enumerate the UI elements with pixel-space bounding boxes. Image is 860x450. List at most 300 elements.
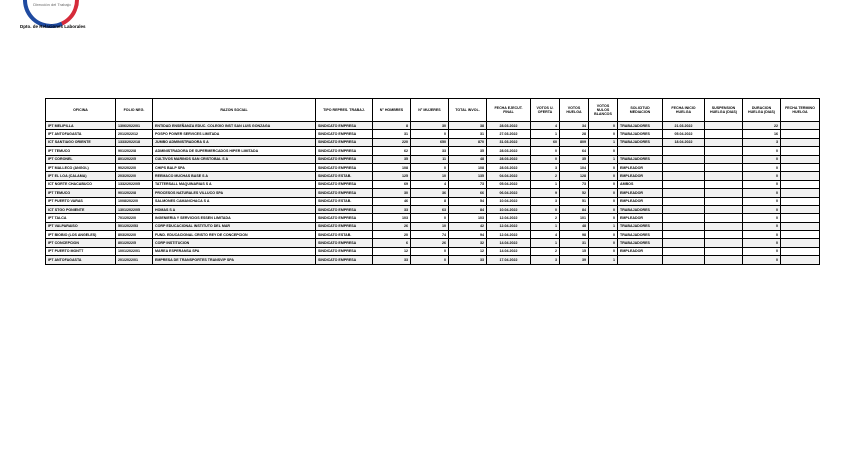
table-cell: 31.03.2022 [487,138,531,146]
table-cell: SINDICATO EMPRESA [316,189,373,197]
table-cell: 05.04.2022 [487,180,531,188]
table-cell: 74 [411,231,449,239]
table-cell: EMPLEADOR [618,197,663,205]
table-cell [663,256,705,264]
column-header: N° MUJERES [411,99,449,122]
table-cell: 2 [531,247,560,255]
table-cell: 0 [589,130,618,138]
table-cell: 73 [560,180,589,188]
table-cell: 31 [373,130,411,138]
table-cell: 17.04.2022 [487,256,531,264]
column-header: FECHA INICIO HUELGA [663,99,705,122]
table-cell: 0 [589,231,618,239]
table-cell: 06.04.2022 [487,189,531,197]
table-cell: 2 [531,214,560,222]
table-cell: 46 [373,197,411,205]
table-cell: MAREA ESPERANSA SPA [153,247,316,255]
table-cell: 1306/2022/01 [116,122,153,130]
table-cell: 48 [449,155,487,163]
table-cell: 0 [589,163,618,171]
column-header: N° HOMBRES [373,99,411,122]
table-cell: 1 [531,130,560,138]
table-cell: HOMAS S A [153,205,316,213]
table-cell: 0 [743,222,781,230]
table-row [46,138,820,146]
table-cell [705,189,743,197]
table-cell: 98 [560,231,589,239]
table-cell: 94 [449,231,487,239]
table-cell [705,222,743,230]
table-cell: 8 [373,122,411,130]
table-cell [781,256,820,264]
table-row [46,155,820,163]
table-cell [663,231,705,239]
table-cell: 52 [560,189,589,197]
table-cell: 0 [589,197,618,205]
table-cell: 1008/2022/0 [116,197,153,205]
table-cell: 0 [743,239,781,247]
table-cell: 0 [589,147,618,155]
table-cell: 73 [449,180,487,188]
table-cell: 870 [449,138,487,146]
table-cell [781,155,820,163]
table-cell: 21.03.2022 [663,122,705,130]
table-cell [663,247,705,255]
table-cell [781,122,820,130]
table-row [46,239,820,247]
table-cell: 901/2022/8 [116,147,153,155]
table-cell: 10 [411,222,449,230]
table-cell: TATTERSALL MAQUINARIAS S A [153,180,316,188]
column-header: VOTOS NULOS BLANCOS [589,99,618,122]
table-cell: 10 [411,172,449,180]
table-cell: 108 [373,163,411,171]
table-cell: 0 [743,155,781,163]
table-cell [663,214,705,222]
table-cell: 0 [743,231,781,239]
table-cell [705,122,743,130]
table-cell: CHIPS BALP SPA [153,163,316,171]
table-cell: 4 [531,122,560,130]
table-cell: 0 [743,214,781,222]
table-cell: REEMACO MUCHAS BASE S A [153,172,316,180]
table-cell: 220 [373,138,411,146]
table-cell: 26 [373,222,411,230]
table-cell: SALMONES CAMANCHACA S A [153,197,316,205]
table-cell [705,239,743,247]
table-cell: 0 [589,122,618,130]
table-cell: 10.04.2022 [487,197,531,205]
table-cell: SINDICATO EMPRESA [316,214,373,222]
table-cell: 0 [531,155,560,163]
table-row [46,189,820,197]
table-cell: 1 [589,222,618,230]
table-cell: 803/2022/0 [116,231,153,239]
table-cell [705,147,743,155]
table-cell: 39 [560,256,589,264]
table-cell: 10.04.2022 [487,205,531,213]
table-cell: TRABAJADORES [618,138,663,146]
table-cell: 48 [560,222,589,230]
table-cell [705,205,743,213]
table-cell: 12.04.2022 [487,222,531,230]
table-cell [663,172,705,180]
table-cell: 0 [743,197,781,205]
table-row [46,222,820,230]
table-cell: SINDICATO EMPRESA [316,239,373,247]
table-cell: 3 [531,256,560,264]
column-header: TIPO REPRES. TRABAJ. [316,99,373,122]
table-cell: 12.04.2022 [487,214,531,222]
table-cell: 0 [531,147,560,155]
table-cell [663,239,705,247]
table-cell: IPT ANTOFAGASTA [46,130,116,138]
table-cell: POSPO POWER SERVICES LIMITADA [153,130,316,138]
table-cell [781,180,820,188]
table-cell: 0 [743,247,781,255]
table-cell [705,256,743,264]
table-cell: 4 [531,231,560,239]
table-cell: 103 [373,214,411,222]
table-cell: 1 [531,222,560,230]
table-cell: IPT PUERTO MONTT [46,247,116,255]
table-cell [705,180,743,188]
table-cell: 0 [743,180,781,188]
table-cell: INGENIERIA Y SERVICIOS ESSEN LIMITADA [153,214,316,222]
table-cell: 0 [743,205,781,213]
table-cell: 63 [411,205,449,213]
table-cell [705,163,743,171]
table-cell: 33 [449,256,487,264]
column-header: SUSPENSION HUELGA (DIAS) [705,99,743,122]
table-cell: 69 [373,180,411,188]
table-cell: 26 [411,239,449,247]
table-cell: 1 [589,155,618,163]
table-cell: ENTIDAD ENSEÑANZA EDUC. COLEGIO INST SAN LUIS GONZAGA [153,122,316,130]
table-cell: EMPLEADOR [618,189,663,197]
table-cell: IPT ANTOFAGASTA [46,256,116,264]
table-cell [781,163,820,171]
table-row [46,122,820,130]
table-cell: 108 [449,163,487,171]
column-header: OFICINA [46,99,116,122]
table-cell [781,197,820,205]
table-cell: EMPLEADOR [618,214,663,222]
table-cell: IPT MALLECO (ANGOL) [46,163,116,171]
table-cell: 0 [411,214,449,222]
table-cell: 28.03.2022 [487,122,531,130]
table-row [46,172,820,180]
table-cell: 84 [560,205,589,213]
table-cell: IPT VALPARAISO [46,222,116,230]
table-cell: 0 [743,147,781,155]
table-row [46,231,820,239]
table-cell: SINDICATO EMPRESA [316,247,373,255]
table-cell: 801/2022/5 [116,239,153,247]
table-cell: SINDICATO ESTAB. [316,197,373,205]
table-cell: CULTIVOS MARINOS SAN CRISTOBAL S A [153,155,316,163]
table-cell: TRABAJADORES [618,122,663,130]
table-cell [663,197,705,205]
table-cell: 1301/2022/05 [116,205,153,213]
table-cell [705,231,743,239]
table-cell: 12 [449,247,487,255]
table-cell: 0 [411,163,449,171]
table-cell: 38 [449,122,487,130]
table-cell: 902/2022/0 [116,163,153,171]
table-cell: IPT TEMUCO [46,147,116,155]
table-cell: 1 [589,138,618,146]
table-cell: SINDICATO EMPRESA [316,180,373,188]
column-header: SOLICITUD MEDIACION [618,99,663,122]
column-header: FECHA EJECUT. FINAL [487,99,531,122]
table-cell: CORP EDUCACIONAL INSTITUTO DEL MAR [153,222,316,230]
table-cell: ICT STGO PONIENTE [46,205,116,213]
table-cell: TRABAJADORES [618,155,663,163]
table-cell: ICT NORTE CHACABUCO [46,180,116,188]
table-cell [705,172,743,180]
table-cell: 42 [449,222,487,230]
column-header: FECHA TERMINO HUELGA [781,99,820,122]
table-cell: 203/2022/0 [116,172,153,180]
column-header: TOTAL INVOL. [449,99,487,122]
table-row [46,214,820,222]
table-cell: 0 [589,214,618,222]
table-cell: SINDICATO EMPRESA [316,222,373,230]
table-cell [663,205,705,213]
table-cell: SINDICATO ESTAB. [316,172,373,180]
table-cell [663,222,705,230]
table-cell: IPT EL LOA (CALAMA) [46,172,116,180]
table-cell: 650 [411,138,449,146]
table-cell: 0 [411,130,449,138]
table-cell: 1 [531,180,560,188]
table-cell: 0 [743,163,781,171]
table-cell: 1001/2022/01 [116,247,153,255]
table-cell: IPT PUERTO VARAS [46,197,116,205]
table-cell: 201/2022/01 [116,256,153,264]
table-cell: 04.04.2022 [487,172,531,180]
table-cell: 12.04.2022 [487,231,531,239]
table-row [46,205,820,213]
table-cell: 701/2022/0 [116,214,153,222]
table-cell: 12 [373,247,411,255]
table-cell: 32 [449,239,487,247]
table-row [46,180,820,188]
table-cell: 16 [743,130,781,138]
table-cell: SINDICATO EMPRESA [316,205,373,213]
table-cell [705,247,743,255]
table-cell: FUND. EDUCACIONAL CRISTO REY DE CONCEPCION [153,231,316,239]
table-cell [705,214,743,222]
table-cell: TRABAJADORES [618,239,663,247]
logo-text: Dirección del Trabajo [33,2,71,7]
table-cell: 11 [411,155,449,163]
table-row [46,130,820,138]
table-row [46,256,820,264]
table-row [46,163,820,171]
table-cell: 0 [743,256,781,264]
table-cell: 0 [589,172,618,180]
table-cell: SINDICATO ESTAB. [316,231,373,239]
table-cell: 33 [373,256,411,264]
table-cell: SINDICATO EMPRESA [316,163,373,171]
table-cell: 3 [743,138,781,146]
table-cell: SINDICATO EMPRESA [316,138,373,146]
table-cell: CORP INSTITUCION [153,239,316,247]
table-cell [781,247,820,255]
table-cell: 0 [589,239,618,247]
table-cell: SINDICATO EMPRESA [316,256,373,264]
column-header: RAZON SOCIAL [153,99,316,122]
table-cell: 36 [411,189,449,197]
table-cell [618,147,663,155]
table-cell: 05.04.2022 [663,130,705,138]
table-cell: SINDICATO EMPRESA [316,122,373,130]
table-cell: 0 [589,180,618,188]
table-cell: 54 [449,197,487,205]
table-cell: 2 [531,172,560,180]
table-cell: 103 [449,214,487,222]
table-cell [663,147,705,155]
table-cell: IPT CONCEPCION [46,239,116,247]
table-cell: PROCESOS NATURALES VILLUCO SPA [153,189,316,197]
table-cell [781,189,820,197]
table-cell: 8 [411,197,449,205]
table-cell: 901/2022/8 [116,189,153,197]
table-cell: 0 [589,189,618,197]
table-cell [781,231,820,239]
table-cell: 14.04.2022 [487,239,531,247]
table-cell: 3 [531,197,560,205]
table-cell: 501/2022/53 [116,222,153,230]
table-cell [781,147,820,155]
table-cell: 1 [531,239,560,247]
table-cell: SINDICATO EMPRESA [316,147,373,155]
table-cell: IPT TALCA [46,214,116,222]
table-cell: EMPLEADOR [618,163,663,171]
table-cell: 3 [531,163,560,171]
table-cell [781,130,820,138]
table-cell: 0 [411,256,449,264]
department-label: Dpto. de Relaciones Laborales [20,24,86,29]
column-header: DURACION HUELGA (DIAS) [743,99,781,122]
table-cell: 18.04.2022 [663,138,705,146]
table-cell: 51 [560,197,589,205]
table-cell: 31 [560,239,589,247]
table-cell: IPT MELIPILLA [46,122,116,130]
table-cell: 4 [411,180,449,188]
table-cell: TRABAJADORES [618,222,663,230]
table-cell: EMPLEADOR [618,172,663,180]
table-cell: 84 [449,205,487,213]
table-cell: IPT TEMUCO [46,189,116,197]
table-cell: TRABAJADORES [618,231,663,239]
table-cell: 0 [589,247,618,255]
table-cell: 30 [373,189,411,197]
table-cell: 15 [560,247,589,255]
header-row [46,99,820,122]
table-cell: 20 [373,231,411,239]
table-cell: 128 [560,172,589,180]
table-cell: 1333/2022/18 [116,138,153,146]
table-cell [705,155,743,163]
table-cell [781,172,820,180]
table-cell [705,138,743,146]
table-cell: IPT BIOBIO (LOS ANGELES) [46,231,116,239]
table-cell: EMPLEADOR [618,247,663,255]
table-cell: 27.03.2022 [487,130,531,138]
table-cell [663,189,705,197]
table-cell: 104 [560,163,589,171]
table-cell: 0 [411,247,449,255]
table-cell [663,163,705,171]
table-cell: 28 [560,130,589,138]
table-cell: 125 [373,172,411,180]
table-cell: 135 [449,172,487,180]
table-cell: TRABAJADORES [618,205,663,213]
table-cell: 14.04.2022 [487,247,531,255]
table-cell [781,222,820,230]
table-cell [663,180,705,188]
table-cell [705,197,743,205]
table-cell: 30 [411,122,449,130]
table-cell [781,239,820,247]
table-cell: 1332/2022/05 [116,180,153,188]
table-cell [705,130,743,138]
table-cell: 0 [743,172,781,180]
table-cell: 60 [531,138,560,146]
table-cell: EMPRESA DE TRANSPORTES TRANSVIP SPA [153,256,316,264]
table-cell: 22 [743,122,781,130]
table-cell: 62 [373,147,411,155]
column-header: FOLIO NEG. [116,99,153,122]
table-cell: 6 [373,239,411,247]
table-cell: ADMINISTRADORA DE SUPERMERCADOS HIPER LIMITADA [153,147,316,155]
table-cell: 28.03.2022 [487,147,531,155]
table-cell: AMBOS [618,180,663,188]
table-row [46,247,820,255]
table-cell: 101 [560,214,589,222]
table-cell: 1 [589,256,618,264]
table-cell: 0 [531,205,560,213]
table-cell: 28.03.2022 [487,163,531,171]
table-cell: 35 [560,155,589,163]
table-row [46,197,820,205]
table-cell: 64 [560,147,589,155]
table-cell: 809 [560,138,589,146]
table-cell: 33 [373,205,411,213]
strikes-table [45,98,820,265]
table-cell: 35 [449,147,487,155]
table-cell: 28.03.2022 [487,155,531,163]
table-cell: 31 [449,130,487,138]
table-cell: 33 [411,147,449,155]
table-cell: JUMBO ADMINISTRADORA S A [153,138,316,146]
column-header: VOTOS U. OFERTA [531,99,560,122]
table-cell: 201/2022/12 [116,130,153,138]
table-cell: ICT SANTIAGO ORIENTE [46,138,116,146]
table-cell: 9 [531,189,560,197]
table-row [46,147,820,155]
table-cell [781,138,820,146]
table-cell: 66 [449,189,487,197]
table-cell [781,214,820,222]
table-cell: 801/2022/5 [116,155,153,163]
table-cell: 0 [589,205,618,213]
table-cell: SINDICATO EMPRESA [316,130,373,138]
table-cell: SINDICATO EMPRESA [316,155,373,163]
